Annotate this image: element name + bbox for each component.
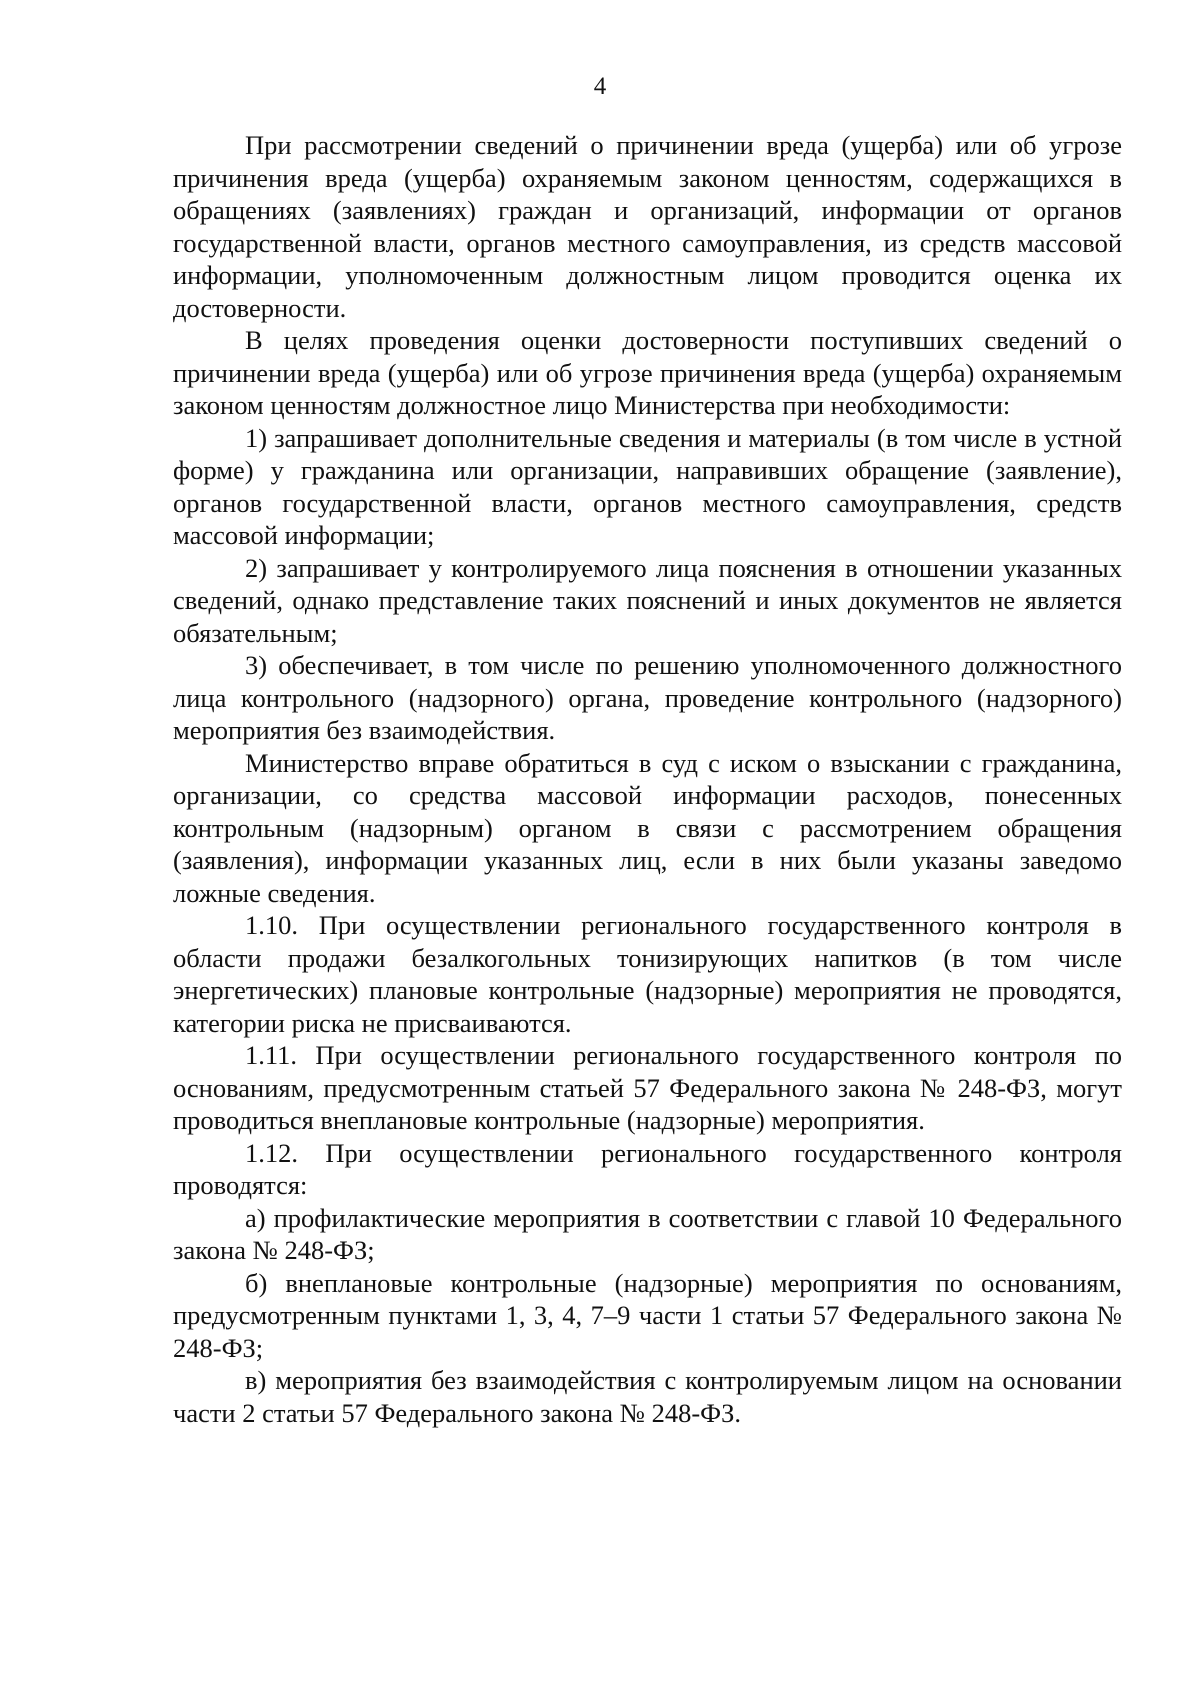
clause-1-12-item-a: а) профилактические мероприятия в соответствии с главой 10 Федерального закона № 248-ФЗ;	[173, 1202, 1122, 1265]
clause-1-10: 1.10. При осуществлении регионального государственного контроля в области продажи безалкогольных тонизирующих напитков (в том числе энергетических) плановые контрольные (надзорные) мероприятия не проводятся, категории риска не присваиваются.	[173, 910, 1122, 1038]
paragraph-ministry-court-claim: Министерство вправе обратиться в суд с иском о взыскании с гражданина, организации, со средства массовой информации расходов, понесенных контрольным (надзорным) органом в связи с рассмотрением обращения (заявления), информации указанных лиц, если в них были указаны заведомо ложные сведения.	[173, 747, 1122, 908]
clause-1-11: 1.11. При осуществлении регионального государственного контроля по основаниям, предусмотренным статьей 57 Федерального закона № 248-ФЗ, могут проводиться внеплановые контрольные (надзорные) мероприятия.	[173, 1040, 1122, 1135]
list-item-2-request-explanations: 2) запрашивает у контролируемого лица пояснения в отношении указанных сведений, однако представление таких пояснений и иных документов не является обязательным;	[173, 552, 1122, 648]
clause-1-12: 1.12. При осуществлении регионального государственного контроля проводятся:	[173, 1137, 1122, 1200]
paragraph-harm-assessment: При рассмотрении сведений о причинении вреда (ущерба) или об угрозе причинения вреда (ущерба) охраняемым законом ценностям, содержащихся в обращениях (заявлениях) граждан и организаций, информации от органов государственной власти, органов местного самоуправления, из средств массовой информации, уполномоченным должностным лицом проводится оценка их достоверности.	[173, 130, 1122, 323]
document-body	[173, 129, 1122, 1429]
clause-1-12-item-b: б) внеплановые контрольные (надзорные) мероприятия по основаниям, предусмотренным пунктами 1, 3, 4, 7–9 части 1 статьи 57 Федерального закона № 248-ФЗ;	[173, 1267, 1122, 1363]
list-item-1-request-materials: 1) запрашивает дополнительные сведения и материалы (в том числе в устной форме) у гражданина или организации, направивших обращение (заявление), органов государственной власти, органов местного самоуправления, средств массовой информации;	[173, 422, 1122, 550]
paragraph-verification-purpose: В целях проведения оценки достоверности поступивших сведений о причинении вреда (ущерба) или об угрозе причинения вреда (ущерба) охраняемым законом ценностям должностное лицо Министерства при необходимости:	[173, 325, 1122, 420]
page-number: 4	[593, 73, 607, 100]
clause-1-12-item-c: в) мероприятия без взаимодействия с контролируемым лицом на основании части 2 статьи 57 Федерального закона № 248-ФЗ.	[173, 1365, 1122, 1428]
list-item-3-no-interaction-event: 3) обеспечивает, в том числе по решению уполномоченного должностного лица контрольного (надзорного) органа, проведение контрольного (надзорного) мероприятия без взаимодействия.	[173, 650, 1122, 745]
